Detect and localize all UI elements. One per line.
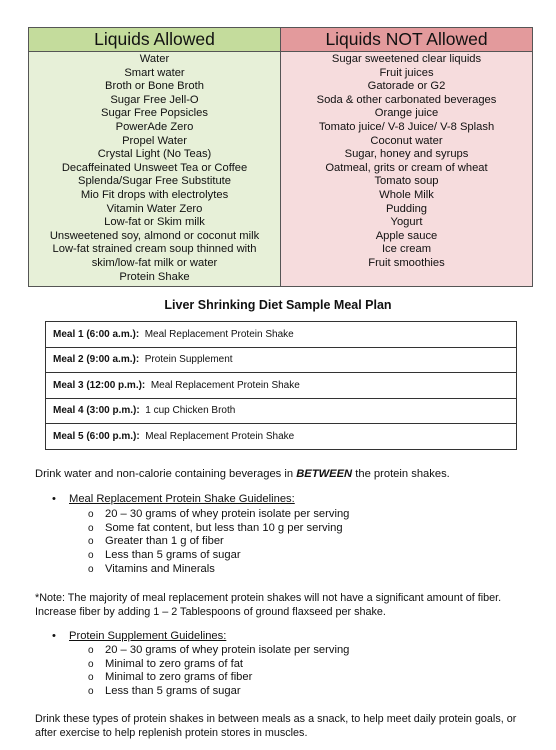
meal-time-label: Meal 1 (6:00 a.m.): [53, 328, 140, 340]
supplement-guideline-item: o Less than 5 grams of sugar [88, 685, 349, 699]
liquids-allowed-header: Liquids Allowed [29, 28, 280, 52]
supplement-guidelines-list [88, 644, 349, 699]
not-allowed-liquid-item: Oatmeal, grits or cream of wheat [325, 161, 488, 174]
allowed-liquid-item: Crystal Light (No Teas) [97, 148, 212, 161]
liquids-not-allowed-header: Liquids NOT Allowed [281, 28, 532, 52]
meal-row [46, 322, 517, 348]
shake-guideline-item: o Less than 5 grams of sugar [88, 549, 349, 563]
meal-cell [46, 398, 517, 424]
allowed-liquid-item: Propel Water [122, 134, 187, 147]
not-allowed-liquid-item: Gatorade or G2 [367, 80, 446, 93]
allowed-liquid-item: Decaffeinated Unsweet Tea or Coffee [61, 161, 248, 174]
bullet-dot: • [52, 630, 56, 642]
meal-cell [46, 322, 517, 348]
liquids-not-allowed-column [281, 28, 532, 286]
allowed-liquid-item: PowerAde Zero [115, 120, 194, 133]
shake-guidelines-heading [52, 493, 295, 505]
allowed-liquid-item: Water [139, 53, 170, 65]
shake-guidelines-title: Meal Replacement Protein Shake Guidelines: [69, 493, 295, 505]
allowed-liquid-item: Broth or Bone Broth [105, 80, 204, 93]
meal-item: Meal Replacement Protein Shake [150, 379, 300, 391]
meal-time-label: Meal 4 (3:00 p.m.): [53, 405, 140, 417]
allowed-liquid-item: Low-fat or Skim milk [104, 216, 205, 229]
shake-guideline-item: o Some fat content, but less than 10 g per serving [88, 522, 349, 536]
liquids-allowed-list [29, 52, 280, 284]
intro-after: the protein shakes. [352, 468, 450, 480]
meal-row [46, 398, 517, 424]
meal-cell [46, 424, 517, 450]
liquids-not-allowed-list [281, 52, 532, 271]
supplement-guidelines-heading [52, 630, 226, 642]
not-allowed-liquid-item: Sugar sweetened clear liquids [331, 53, 482, 65]
meal-plan-table [45, 321, 517, 450]
intro-before: Drink water and non-calorie containing beverages in [35, 468, 297, 480]
not-allowed-liquid-item: Fruit smoothies [368, 256, 445, 269]
allowed-liquid-item: Sugar Free Popsicles [101, 107, 208, 120]
allowed-liquid-item: Low-fat strained cream soup thinned with [52, 243, 257, 256]
allowed-liquid-item: Vitamin Water Zero [106, 202, 203, 215]
meal-item: Protein Supplement [144, 354, 233, 366]
not-allowed-liquid-item: Yogurt [390, 216, 423, 229]
allowed-liquid-item: Splenda/Sugar Free Substitute [78, 175, 231, 188]
shake-guideline-item: o Vitamins and Minerals [88, 563, 349, 577]
meal-item: 1 cup Chicken Broth [145, 405, 236, 417]
not-allowed-liquid-item: Soda & other carbonated beverages [316, 93, 497, 106]
meal-row [46, 424, 517, 450]
shake-guideline-item: o Greater than 1 g of fiber [88, 535, 349, 549]
meal-cell [46, 347, 517, 373]
meal-row [46, 373, 517, 399]
supplement-guideline-item: o 20 – 30 grams of whey protein isolate per serving [88, 644, 349, 658]
not-allowed-liquid-item: Orange juice [374, 107, 439, 120]
not-allowed-liquid-item: Apple sauce [375, 229, 438, 242]
meal-item: Meal Replacement Protein Shake [145, 430, 295, 442]
liquids-table [28, 27, 533, 287]
shake-guidelines-list [88, 508, 349, 577]
not-allowed-liquid-item: Whole Milk [379, 188, 434, 201]
closing-text: Drink these types of protein shakes in between meals as a snack, to help meet daily protein goals, or after exercise to help replenish protein stores in muscles. [35, 713, 517, 739]
allowed-liquid-item: Sugar Free Jell-O [110, 93, 199, 106]
not-allowed-liquid-item: Tomato juice/ V-8 Juice/ V-8 Splash [318, 120, 495, 133]
meal-row [46, 347, 517, 373]
not-allowed-liquid-item: Fruit juices [379, 66, 434, 79]
not-allowed-liquid-item: Sugar, honey and syrups [344, 148, 469, 161]
supplement-guidelines-title: Protein Supplement Guidelines: [69, 630, 227, 642]
meal-cell [46, 373, 517, 399]
meal-time-label: Meal 2 (9:00 a.m.): [53, 354, 140, 366]
intro-text [35, 468, 450, 482]
meal-plan-title: Liver Shrinking Diet Sample Meal Plan [164, 298, 392, 312]
supplement-guideline-item: o Minimal to zero grams of fiber [88, 671, 349, 685]
not-allowed-liquid-item: Coconut water [370, 134, 443, 147]
meal-time-label: Meal 5 (6:00 p.m.): [53, 430, 140, 442]
bullet-dot: • [52, 493, 56, 505]
supplement-guideline-item: o Minimal to zero grams of fat [88, 658, 349, 672]
not-allowed-liquid-item: Pudding [385, 202, 428, 215]
meal-item: Meal Replacement Protein Shake [144, 328, 294, 340]
not-allowed-liquid-item: Ice cream [381, 243, 432, 256]
allowed-liquid-item: Smart water [124, 66, 185, 79]
not-allowed-liquid-item: Tomato soup [374, 175, 439, 188]
shake-guideline-item: o 20 – 30 grams of whey protein isolate per serving [88, 508, 349, 522]
allowed-liquid-item: Mio Fit drops with electrolytes [80, 188, 229, 201]
allowed-liquid-item: Unsweetened soy, almond or coconut milk [49, 229, 260, 242]
intro-emphasis: BETWEEN [296, 468, 353, 480]
liquids-allowed-column [29, 28, 281, 286]
allowed-liquid-item: Protein Shake [119, 270, 190, 283]
allowed-liquid-item: skim/low-fat milk or water [91, 256, 218, 269]
meal-time-label: Meal 3 (12:00 p.m.): [53, 379, 146, 391]
fiber-note: *Note: The majority of meal replacement protein shakes will not have a significant amount of fiber. Increase fiber by adding 1 – 2 Tablespoons of ground flaxseed per shake. [35, 592, 502, 618]
